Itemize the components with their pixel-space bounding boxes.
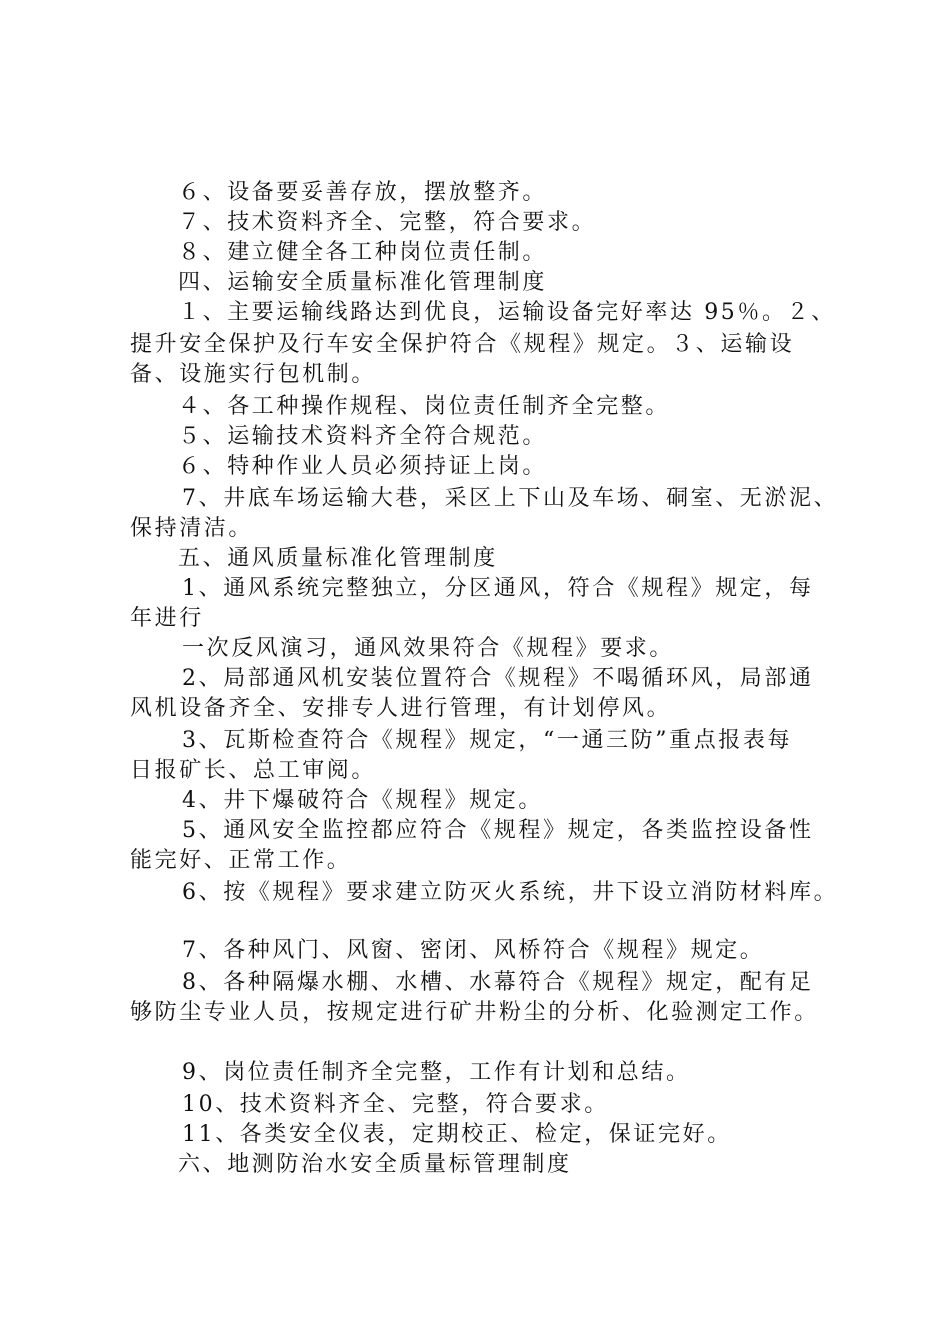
paragraph-line: ４、各工种操作规程、岗位责任制齐全完整。 (178, 394, 671, 419)
paragraph-line: 年进行 (130, 606, 204, 631)
paragraph-line: 4、井下爆破符合《规程》规定。 (182, 788, 543, 813)
paragraph-line: 提升安全保护及行车安全保护符合《规程》规定。３、运输设 (130, 332, 795, 357)
section-heading: 五、通风质量标准化管理制度 (178, 546, 498, 571)
paragraph-line: 8、各种隔爆水棚、水槽、水幕符合《规程》规定，配有足 (182, 970, 814, 995)
paragraph-line: 够防尘专业人员，按规定进行矿井粉尘的分析、化验测定工作。 (130, 1000, 819, 1025)
paragraph-line: 保持清洁。 (130, 516, 254, 541)
paragraph-line: 1、通风系统完整独立，分区通风，符合《规程》规定，每 (182, 576, 814, 601)
paragraph-line: 风机设备齐全、安排专人进行管理，有计划停风。 (130, 696, 672, 721)
paragraph-line: 一次反风演习，通风效果符合《规程》要求。 (182, 636, 675, 661)
paragraph-line: 9、岗位责任制齐全完整，工作有计划和总结。 (182, 1060, 691, 1085)
paragraph-line: 6、按《规程》要求建立防灭火系统，井下设立消防材料库。 (182, 880, 839, 905)
paragraph-line: 能完好、正常工作。 (130, 848, 352, 873)
section-heading: 六、地测防治水安全质量标管理制度 (178, 1152, 572, 1177)
paragraph-line: ８、建立健全各工种岗位责任制。 (178, 240, 548, 265)
paragraph-line: 备、设施实行包机制。 (130, 362, 377, 387)
paragraph-line: ６、设备要妥善存放，摆放整齐。 (178, 180, 548, 205)
paragraph-line: 7、各种风门、风窗、密闭、风桥符合《规程》规定。 (182, 938, 765, 963)
paragraph-line: 5、通风安全监控都应符合《规程》规定，各类监控设备性 (182, 818, 814, 843)
paragraph-line: 2、局部通风机安装位置符合《规程》不喝循环风，局部通 (182, 666, 814, 691)
paragraph-line: 10、技术资料齐全、完整，符合要求。 (182, 1092, 609, 1117)
paragraph-line: 3、瓦斯检查符合《规程》规定，“一通三防”重点报表每 (182, 728, 793, 753)
paragraph-line: 日报矿长、总工审阅。 (130, 758, 377, 783)
paragraph-line: １、主要运输线路达到优良，运输设备完好率达 95％。２、 (178, 300, 836, 325)
paragraph-line: ５、运输技术资料齐全符合规范。 (178, 424, 548, 449)
paragraph-line: 7、井底车场运输大巷，采区上下山及车场、硐室、无淤泥、 (182, 486, 839, 511)
paragraph-line: 11、各类安全仪表，定期校正、检定，保证完好。 (182, 1122, 732, 1147)
paragraph-line: ６、特种作业人员必须持证上岗。 (178, 454, 548, 479)
section-heading: 四、运输安全质量标准化管理制度 (178, 270, 548, 295)
paragraph-line: ７、技术资料齐全、完整，符合要求。 (178, 210, 597, 235)
